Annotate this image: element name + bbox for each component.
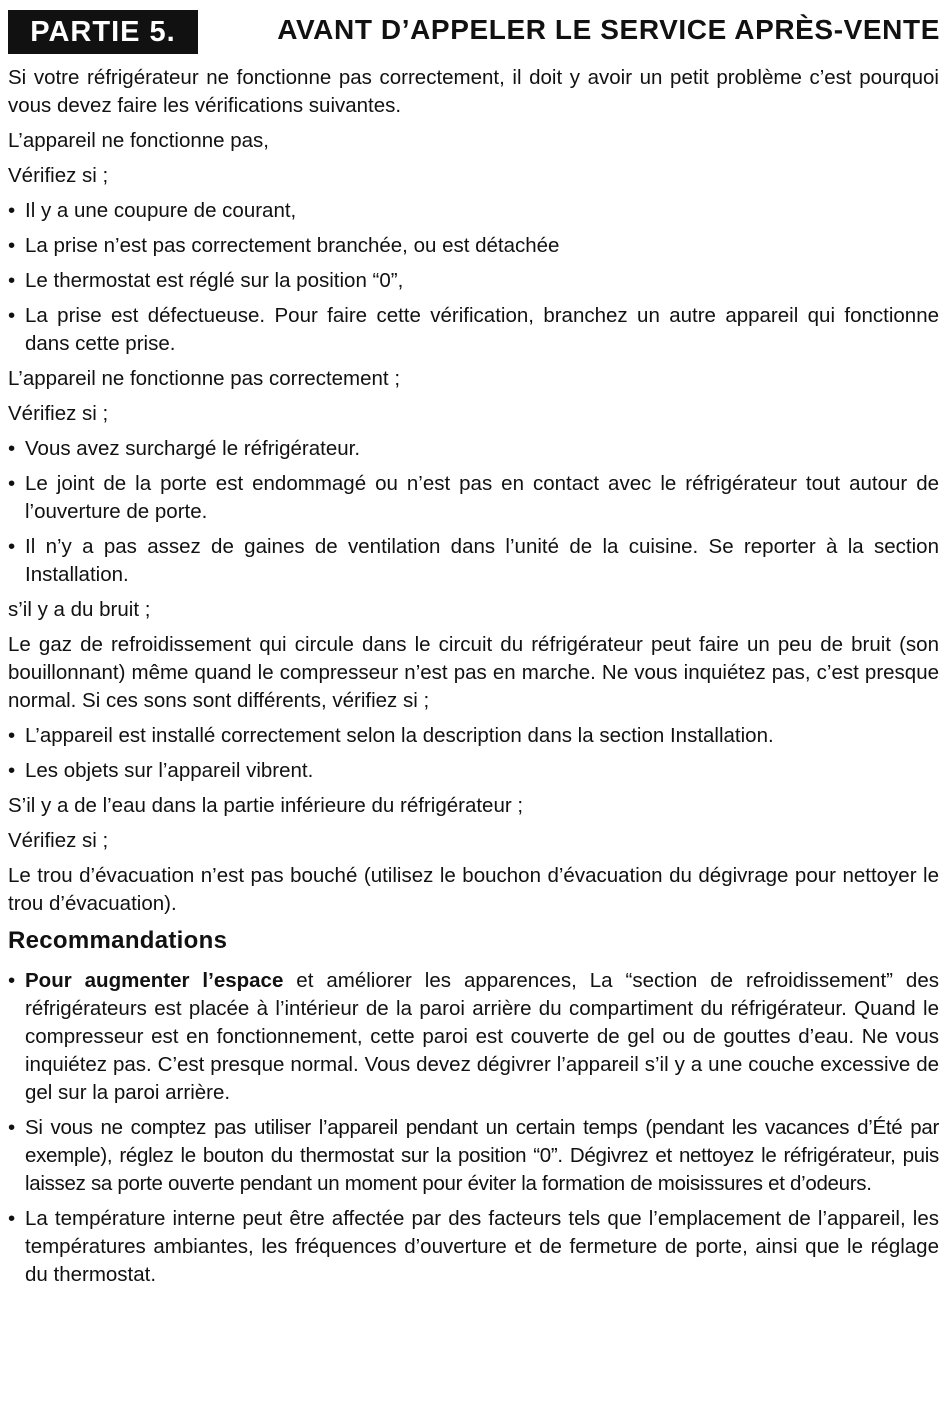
body-paragraph: Le gaz de refroidissement qui circule dans le circuit du réfrigérateur peut faire un peu de bruit (son bouillonnant) même quand le compresseur n’est pas en marche. Ne vous inquiétez pas, c’est presque normal. Si ces sons sont différents, vérifiez si ;	[8, 633, 939, 712]
bullet-icon: •	[8, 759, 16, 782]
bold-phrase: Pour augmenter l’espace	[25, 969, 284, 992]
list-item: • L’appareil est installé correctement selon la description dans la section Installation.	[8, 722, 939, 750]
check-label: Vérifiez si ;	[8, 402, 109, 425]
list-item: • Le thermostat est réglé sur la position “0”,	[8, 267, 939, 295]
bullet-icon: •	[8, 724, 16, 747]
check-label: Vérifiez si ;	[8, 164, 109, 187]
part-label: PARTIE 5.	[8, 10, 198, 54]
section-heading: S’il y a de l’eau dans la partie inférieure du réfrigérateur ;	[8, 794, 524, 817]
list-item: • La température interne peut être affectée par des facteurs tels que l’emplacement de l’appareil, les températures ambiantes, les fréquences d’ouverture et de fermeture de porte, ainsi que le réglage du thermostat.	[8, 1207, 939, 1286]
list-item: • Si vous ne comptez pas utiliser l’appareil pendant un certain temps (pendant les vacances d’Été par exemple), réglez le bouton du thermostat sur la position “0”. Dégivrez et nettoyez le réfrigérateur, puis laissez sa porte ouverte pendant un moment pour éviter la formation de moisissures et d’odeurs.	[8, 1116, 939, 1195]
recommendations-heading: Recommandations	[8, 927, 228, 954]
section-heading: L’appareil ne fonctionne pas,	[8, 129, 270, 152]
bullet-icon: •	[8, 472, 16, 495]
list-item: • Pour augmenter l’espace et améliorer les apparences, La “section de refroidissement” des réfrigérateurs est placée à l’intérieur de la paroi arrière du compartiment du réfrigérateur. Quand le compresseur est en fonctionnement, cette paroi est couverte de gel ou de gouttes d’eau. Ne vous inquiétez pas. C’est presque normal. Vous devez dégivrer l’appareil s’il y a une couche excessive de gel sur la paroi arrière.	[8, 969, 939, 1104]
bullet-icon: •	[8, 1207, 16, 1230]
page-header	[8, 8, 942, 54]
bullet-icon: •	[8, 437, 16, 460]
list-item: • Vous avez surchargé le réfrigérateur.	[8, 435, 939, 463]
list-item: • Il n’y a pas assez de gaines de ventilation dans l’unité de la cuisine. Se reporter à la section Installation.	[8, 535, 939, 586]
page-title: AVANT D’APPELER LE SERVICE APRÈS-VENTE	[277, 14, 940, 45]
list-item: • La prise n’est pas correctement branchée, ou est détachée	[8, 232, 939, 260]
bullet-icon: •	[8, 1116, 15, 1139]
section-heading: L’appareil ne fonctionne pas correctement ;	[8, 367, 401, 390]
bullet-icon: •	[8, 269, 16, 292]
bullet-icon: •	[8, 199, 16, 222]
bullet-icon: •	[8, 304, 16, 327]
body-paragraph: Le trou d’évacuation n’est pas bouché (utilisez le bouchon d’évacuation du dégivrage pour nettoyer le trou d’évacuation).	[8, 864, 939, 915]
bullet-icon: •	[8, 969, 16, 992]
list-item: • Il y a une coupure de courant,	[8, 197, 939, 225]
bullet-icon: •	[8, 234, 16, 257]
list-item: • La prise est défectueuse. Pour faire cette vérification, branchez un autre appareil qui fonctionne dans cette prise.	[8, 304, 939, 355]
intro-paragraph: Si votre réfrigérateur ne fonctionne pas correctement, il doit y avoir un petit problème c’est pourquoi vous devez faire les vérifications suivantes.	[8, 66, 939, 117]
document-body	[8, 64, 939, 1296]
check-label: Vérifiez si ;	[8, 829, 109, 852]
section-heading: s’il y a du bruit ;	[8, 598, 151, 621]
list-item: • Les objets sur l’appareil vibrent.	[8, 757, 939, 785]
list-item: • Le joint de la porte est endommagé ou n’est pas en contact avec le réfrigérateur tout autour de l’ouverture de porte.	[8, 472, 939, 523]
bullet-icon: •	[8, 535, 16, 558]
